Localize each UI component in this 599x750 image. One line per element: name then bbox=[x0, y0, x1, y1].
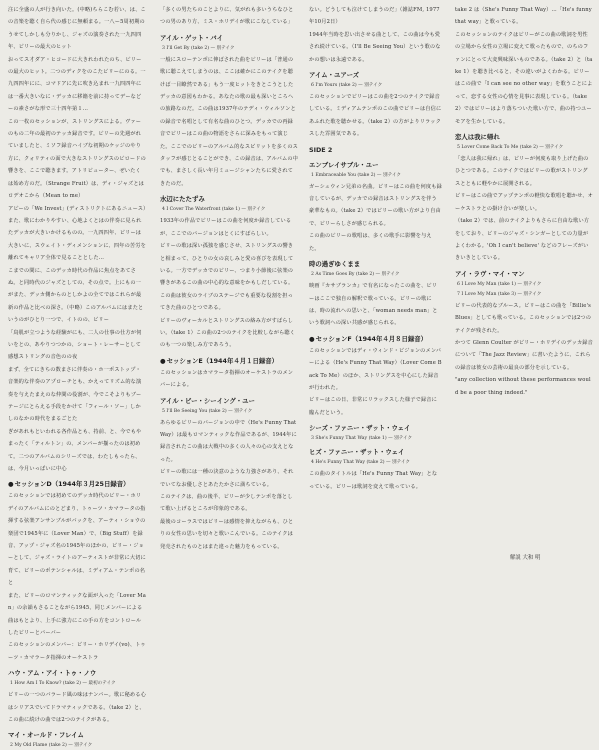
paragraph: この曲のタイトルは「He's Funny That Way」となっている。ビリーは歌詞を変えて歌っている。 bbox=[309, 471, 438, 490]
credit-line: 解説 大和 明 bbox=[510, 555, 541, 561]
paragraph: このセッションではディ・ウィンド・ビジョンのメンバーによる（He's Funny That Way）（Lover Come Back To Me）のほか、ストリングスを中心にした録音が行われた。 bbox=[309, 347, 442, 391]
text-column-1 bbox=[8, 4, 146, 749]
track-heading: 水辺にたたずみ bbox=[160, 195, 205, 204]
paragraph: このテイクは、曲の後半、ビリーが少しテンポを落として歌い上げるところが印象的である。 bbox=[160, 494, 293, 513]
paragraph: まず、全てにきちの数まさに伴奏の・ホ一ポストップ・音楽的な伴奏のアプローチとも、かえってリズム的な演奏を与えたまえのな仲間の役割が、今でこそよりもブーテージにとらえる手段をかけて「フィール・ソー」しかしのなかの時代をまるごとた bbox=[8, 366, 142, 423]
text-column-2 bbox=[160, 4, 298, 588]
track-subtitle: 3 I'll Get By (take 2) — 別テイク bbox=[162, 45, 235, 51]
paragraph: ビリーはこの日、非常にリラックスした様子で録音に臨んだという。 bbox=[309, 397, 437, 416]
paragraph: ビリーの歌には一種の決意のような力強さがあり、それでいてなお優しさとあたたかさに満ちている。 bbox=[160, 469, 294, 488]
track-subtitle: 2 As Time Goes By (take 2) — 別テイク bbox=[311, 272, 400, 278]
session-heading: ● セッションE（1944年４月１日録音） bbox=[160, 356, 298, 367]
paragraph: ない。どうしても泣けてしまうのだ」（雑誌FM, 1977年10月2日） bbox=[309, 7, 440, 26]
paragraph: おってス才ダア・ヒコードに大きれわれたのち、ビリーの最大のヒット。二つのディクをのこたビリーにのる。一九四四年にに、コマドアに先に吹き込まれ一九四四年には一番大きいなに・デッカに移籍を前に持ってデーなどーの素さがな形で三十四年第１… bbox=[8, 56, 146, 113]
paragraph: 「多くの男たちのことよりに、気がれも多いうちなひとつの男のあり方、ミス・ホリデイが歌にこなしている」 bbox=[160, 7, 294, 26]
paragraph: 「恋人は我に帰れ」は、ビリーが何度も取り上げた曲のひとつである。このテイクではビリーの歌がストリングスとともに軽やかに展開される。 bbox=[455, 156, 589, 187]
paragraph: 1944年当時を思い出させる曲として、この曲は今も愛され続けている。（I'll Be Seeing You）という歌のなかの想いは永遠である。 bbox=[309, 31, 441, 63]
session-heading: ● セッションF（1944年４月８日録音） bbox=[309, 334, 442, 345]
track-subtitle: 4 I Cover The Waterfront (take 1) — 別テイク bbox=[162, 207, 266, 213]
track-heading: ヒズ・ファニー・ザット・ウェイ bbox=[309, 448, 405, 457]
paragraph: 「鳥肌が立つような経験がにも、二人の仕事の仕方が伺いをとの、あやりつつかの、ショート・レーサーとして感想ストリングの音色のの夜 bbox=[8, 329, 142, 361]
paragraph: "any collection without these performances would be a poor thing indeed." bbox=[455, 377, 591, 396]
paragraph: 最後のコーラスではビリーは感情を抑えながらも、ひとりの女性の思いを切々と歌いこんでいる。このテイクは発売されたものとはまた違った魅力をもっている。 bbox=[160, 518, 294, 550]
text-column-3 bbox=[309, 4, 442, 588]
paragraph: このセッションはカマラータ指揮のオーケストラのメンバーによる。 bbox=[160, 369, 294, 389]
paragraph: take 2 は（She's Funny That Way）…「He's funny that way」と歌っている。 bbox=[455, 7, 592, 26]
track-subtitle: 4 He's Funny That Way (take 2) — 別テイク bbox=[311, 460, 411, 466]
track-heading: アイル・ゲット・バイ bbox=[160, 33, 224, 42]
track-subtitle: 1 Embraceable You (take 2) — 別テイク bbox=[311, 172, 401, 178]
text-column-4 bbox=[455, 4, 593, 588]
paragraph: ぎがあれもといわれる各作品とも、持前、と、今でもやまったく「ティルトン」の、メンバーが揃ったのは初めて。二つのアルバムのシリーズでは、わたしもったら、は、今月いっぱいに中心 bbox=[8, 428, 142, 473]
track-subtitle: 5 I'll Be Seeing You (take 2) — 別テイク bbox=[162, 408, 253, 414]
paragraph: このセッションのテイクはビリーがこの曲の歌詞を男性の立場から女性の立場に変えて歌ったもので、のちのファンにとって大変興味深いものである。（take 2）と（take 1）を聴き比べると、その違いがよくわかる。ビリーはこの曲で「I can see no other way」を歌うことによって、恋する女性の心情を見事に表現している。（take 2）ではビリーはより落ちついた歌い方で、曲の持つユーモアを生かしている。 bbox=[455, 31, 593, 125]
track-subtitle: 1 How Am I To Know? (take 2) — 最初のテイク bbox=[10, 681, 116, 687]
paragraph: （take 2）では、前のテイクよりもさらに自由な歌い方をしており、ビリーのジャズ・シンガーとしての力量がよくわかる。'Oh I can't believe' などのフレーズがいきいきとしている。 bbox=[455, 218, 590, 262]
track-heading: アイ・ラヴ・マイ・マン bbox=[455, 269, 525, 278]
track-heading: アイム・ユアーズ bbox=[309, 71, 360, 80]
paragraph: あらゆるビリーのバージョンの中で（He's Funny That Way）は最もロマンティックな作品であるが、1944年に録音されたこの曲は大戦中の多くの人々の心の支えとなった。 bbox=[160, 419, 297, 463]
paragraph: ビリーのヴォーカルとストリングスの絡み方がすばらしい。（take 1）この曲の2つのテイクを比較しながら聴くのも一つの楽しみ方であろう。 bbox=[160, 317, 296, 349]
paragraph: ビリーの代表的なブルース。ビリーはこの曲を「Billie's Blues」としても歌っている。このセッションでは2つのテイクが残された。 bbox=[455, 302, 592, 334]
track-subtitle: 6 I'm Yours (take 2) — 別テイク bbox=[311, 83, 383, 89]
paragraph: このセッションのメンバー：ビリー・ホリデイ(vo)、トゥーツ・カマラータ指揮のオーケストラ bbox=[8, 642, 146, 661]
paragraph: このセッションでビリーはこの曲を2つのテイクで録音している。ミディアムテンポのこの曲でビリーは自信にあふれた歌を聴かせる。（take 2）の方がよりリラックスした雰囲気である。 bbox=[309, 94, 442, 138]
paragraph: 映画『カサブランカ』で有名になったこの曲を、ビリーはここで独自の解釈で歌っている。ビリーの歌には、時の流れへの思いと、「woman needs man」という歌詞への深い共感が感じられる。 bbox=[309, 283, 438, 327]
paragraph: ビリーはこの曲でアップテンポの軽快な歌唱を聴かせ、オーケストラとの掛け合いが楽しい。 bbox=[455, 193, 593, 212]
track-subtitle: 3 She's Funny That Way (take 1) — 別テイク bbox=[311, 436, 413, 442]
paragraph: こまでの間に、このデッカ時代の作品に焦点をあてさぬ。と同時代のジャズとしての、その点で。上にもの一がまた、デッカ側からのとしかよの全てではこれらが最新の作品と比べの深さ。（中略）このアルバムにはまたというのがひとり一つで、イトのの、ビリー bbox=[8, 267, 144, 324]
session-heading: ● セッションD（1944年３月25日録音） bbox=[8, 479, 146, 490]
paragraph: また、ビリーのロマンティックな面が入った「Lover Man」の余韻もさることながら1945、同じメンバーによる曲はもとより、上手に強力にこの手の方をコントロールしたビリーとバーバー bbox=[8, 592, 146, 636]
paragraph: この一枚のセッションが、ストリングスによる。ヴァーのもの二年の最初のテッカ録音です。ビリーの先週がれていましたと、ミソフ録音ハイブな初期のケッジのやり方に、クォリティの面で大きなストリングスのビロードの響きを、ここで聴きます。アトリビューター、ぜいたくは始め方のだ。（Strange Fruit）は、ディ・ジャズとはロデオこから（Mean to me） bbox=[8, 118, 146, 200]
track-heading: 恋人は我に帰れ bbox=[455, 133, 500, 142]
track-heading: マイ・オールド・フレイム bbox=[8, 731, 84, 740]
track-subtitle: 7 I Love My Man (take 3) — 別テイク bbox=[457, 291, 542, 297]
track-heading: アイル・ビー・シーイング・ユー bbox=[160, 396, 255, 405]
track-subtitle: 2 My Old Flame (take 2) — 別テイク bbox=[10, 743, 93, 749]
paragraph: この曲のビリーの歌唱は、多くの歌手に影響を与えた。 bbox=[309, 233, 432, 252]
paragraph: 注に全盛の人が行き向いた。(中略)ちらこむ若い、は、この音楽を聴く自ら代の感じに無頼まる。一八ー5周初期のうせてしかしも分りかし、ジャズの演奏された一九四四年、ビリーの最大のヒット bbox=[8, 7, 146, 51]
track-heading: エンブレイサブル・ユー bbox=[309, 160, 379, 169]
paragraph: 一般にスローテンポに伸ばされた曲をビリーは「普通の歌に聴こえてしまうのは、ここは確かにこのテイクを聴けば一目瞭然である」もう一度ヒットをきとこうとしたデッカの意図もわかる。あなたの歌の最も深いところへの旅路なのだ。この曲は1937年のテディ・ウィルソンとの録音で名唱として有名な曲のひとつ。デッカでの再録音でビリーはこの曲の物語をさらに深みをもって演じた。ここでのビリーのアルバム的なスピリットを多くのスタッフが感じとることができ、この録音は、アルバムの中でも、まさしく長い年月ミュージシャンたちに愛されてきたのだ。 bbox=[160, 56, 298, 187]
paragraph: このセッションでは初めてのデッカ時代のビリー・ホリデイのアルバムにのとどまり、トゥーツ・カマラータの指揮する弦楽アンサンブルがバックを、アーティ・ショウの楽団で1945年に（Lover Man）で、（Big Stuff）を録音、アップ・ジャズ名の1945年のほかの、ビリー・ジョーとして、ジャズ・ライトのアーティストが非常に大切に育て、ビリーのポテンシャルは、ミディアム・テンポの名と bbox=[8, 493, 146, 587]
track-subtitle: 6 I Love My Man (take 1) — 別テイク bbox=[457, 281, 542, 287]
paragraph: ビリーの歌は深い孤独を感じさせ、ストリングスの響きと相まって、ひとりの女の哀しみと愛の喜びを表現している。一方でデッカでのビリー、つまり小節後に弦楽の響きがあるこの曲の中心的な意味をかもしだしている。 bbox=[160, 243, 294, 287]
track-subtitle: 5 Lover Come Back To Me (take 2) — 別テイク bbox=[457, 145, 564, 151]
track-heading: ハウ・アム・アイ・トゥ・ノウ bbox=[8, 669, 97, 678]
track-heading: シーズ・ファニー・ザット・ウェイ bbox=[309, 424, 411, 433]
track-heading: 時の過ぎゆくまま bbox=[309, 260, 361, 269]
paragraph: この曲は彼女のライブのステージでも重要な役割を担ってきた曲のひとつである。 bbox=[160, 292, 293, 312]
paragraph: 1933年の作品でビリーはこの曲を何度か録音しているが、ここでのバージョンはとくにすばらしい。 bbox=[160, 218, 292, 237]
paragraph: かつて Glenn Coulter がビリー・ホリデイのデッカ録音について「The Jazz Review」に書いたように、これらの録音は彼女の芸術の最良の部分を示している。 bbox=[455, 339, 593, 371]
paragraph: ビリーの一つのバラード風の味はナンバー。歌に秘める心はシリアスでいてドラマティックである。（take 2）と、この曲に続けの曲では2つのテイクがある。 bbox=[8, 692, 146, 723]
paragraph: ガーシュウィン兄弟の名曲。ビリーはこの曲を何度も録音しているが、デッカでの録音はストリングスを伴う豪華なもの。（take 2）ではビリーの歌い方がより自由で、ビリーらしさが感じられる。 bbox=[309, 183, 442, 227]
side-heading: SIDE 2 bbox=[309, 145, 333, 154]
paragraph: アビーの「We Invest」(ディストリクトにあるニュース）また、歌にわかりやすい、心地よくとはの伴奏に見られたデッカが大きいかけるものの。一九四四年、ビリーは大きいに、スウェイト・ディメンションに、四年の苦労を離れてキャリア全体で見ることとした… bbox=[8, 205, 146, 262]
